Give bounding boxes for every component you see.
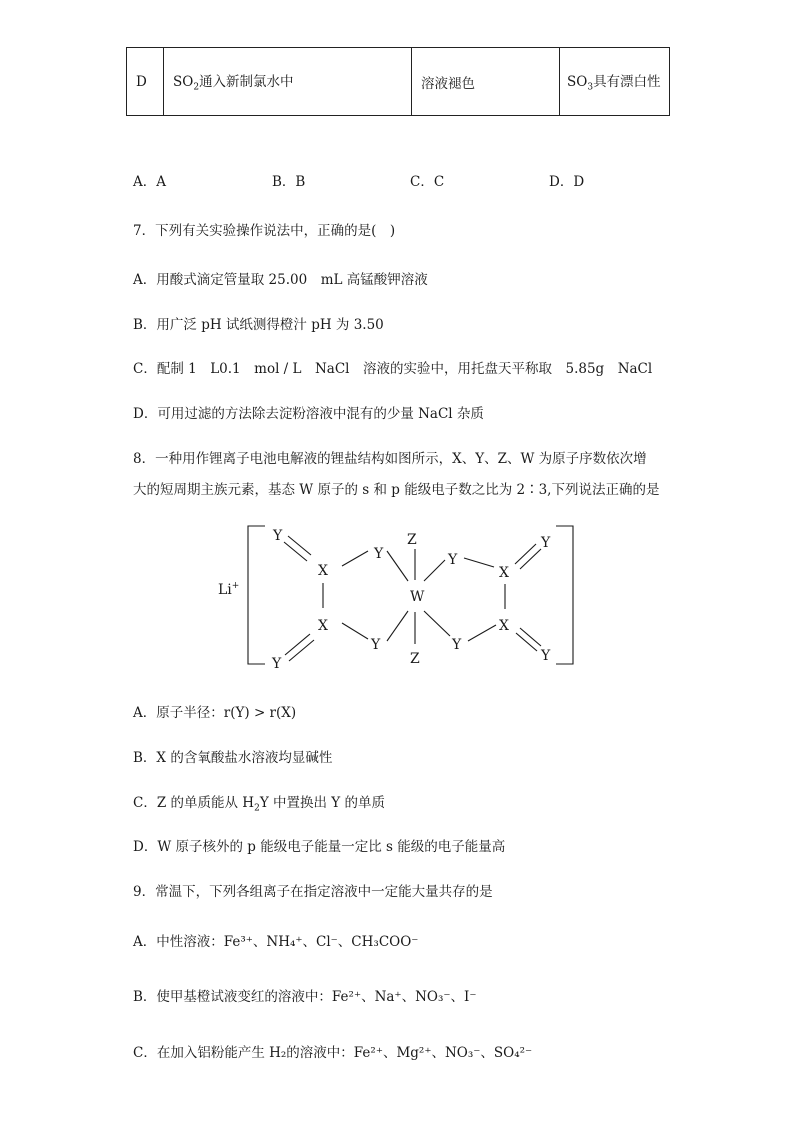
atom-y-upper-left: Y [374, 546, 384, 562]
q8-stem-line2: 大的短周期主族元素，基态 W 原子的 s 和 p 能级电子数之比为 2∶3,下列说法正确的是 [133, 482, 660, 498]
atom-y-lower-right: Y [452, 637, 462, 653]
lithium-salt-structure-diagram [210, 520, 590, 675]
atom-x-lower-right: X [499, 618, 509, 634]
q6-option-d: D．D [549, 174, 585, 190]
q8-option-b: B．X 的含氧酸盐水溶液均显碱性 [133, 750, 333, 766]
q8-option-d: D．W 原子核外的 p 能级电子能量一定比 s 能级的电子能量高 [133, 839, 506, 855]
q9-option-b: B．使甲基橙试液变红的溶液中：Fe²⁺、Na⁺、NO₃⁻、I⁻ [133, 989, 477, 1005]
atom-z-bottom: Z [410, 651, 420, 667]
table-cell-operation: $SO_2$通入新制氯水中 [164, 48, 412, 116]
q7-option-c: C．配制 1 L0.1 mol / L NaCl 溶液的实验中，用托盘天平称取 5.85g NaCl [133, 361, 653, 377]
table-row [127, 48, 670, 116]
q8-stem-line1: 8．一种用作锂离子电池电解液的锂盐结构如图所示，X、Y、Z、W 为原子序数依次增 [133, 451, 647, 467]
table-cell-conclusion: $SO_3$具有漂白性 [560, 48, 670, 116]
li-ion-label: Li+ [218, 581, 240, 598]
q8-option-c: C．Z 的单质能从 $H_2Y$ 中置换出 Y 的单质 [133, 795, 386, 814]
atom-x-upper-right: X [499, 565, 509, 581]
atom-w-center: W [410, 589, 425, 605]
q9-option-a: A．中性溶液：Fe³⁺、NH₄⁺、Cl⁻、CH₃COO⁻ [133, 934, 419, 950]
right-bracket [556, 526, 573, 664]
answer-table [126, 47, 670, 116]
atom-y-lower-left: Y [371, 637, 381, 653]
q7-option-b: B．用广泛 pH 试纸测得橙汁 pH 为 3.50 [133, 317, 384, 333]
atom-y-bottom-left: Y [272, 656, 282, 672]
atom-y-top-right: Y [541, 535, 551, 551]
q7-option-a: A．用酸式滴定管量取 25.00 mL 高锰酸钾溶液 [133, 272, 428, 288]
atom-x-lower-left: X [318, 618, 328, 634]
q9-stem: 9．常温下，下列各组离子在指定溶液中一定能大量共存的是 [133, 884, 493, 900]
atom-y-top-left: Y [273, 528, 283, 544]
table-cell-option: D [127, 48, 164, 116]
atom-y-bottom-right: Y [541, 648, 551, 664]
q6-option-a: A．A [133, 174, 166, 190]
q6-option-b: B．B [272, 174, 306, 190]
q6-option-c: C．C [410, 174, 445, 190]
atom-y-upper-right: Y [448, 552, 458, 568]
atom-z-top: Z [407, 532, 417, 548]
q7-option-d: D．可用过滤的方法除去淀粉溶液中混有的少量 NaCl 杂质 [133, 406, 484, 422]
table-cell-phenomenon: 溶液褪色 [412, 48, 560, 116]
atom-x-upper-left: X [318, 563, 328, 579]
left-bracket [248, 526, 265, 664]
q9-option-c: C．在加入铝粉能产生 H₂的溶液中：Fe²⁺、Mg²⁺、NO₃⁻、SO₄²⁻ [133, 1045, 533, 1061]
q7-stem: 7．下列有关实验操作说法中，正确的是( ) [133, 223, 396, 239]
q8-option-a: A．原子半径：r(Y) > r(X) [133, 705, 297, 721]
